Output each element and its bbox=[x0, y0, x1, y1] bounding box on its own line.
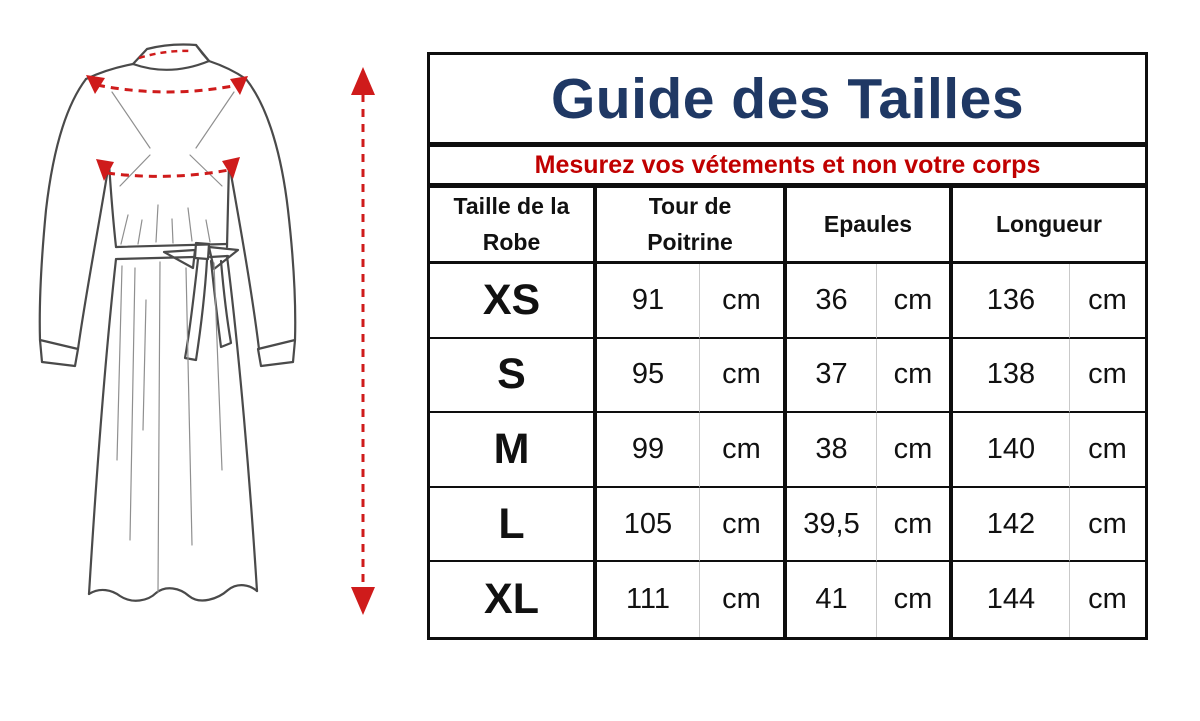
unit-label: cm bbox=[877, 413, 953, 488]
unit-label: cm bbox=[877, 264, 953, 339]
length-value: 136 bbox=[953, 264, 1070, 339]
size-guide-title-row bbox=[430, 55, 1145, 147]
shoulders-value: 38 bbox=[787, 413, 877, 488]
chest-value: 99 bbox=[597, 413, 700, 488]
column-header-chest: Tour de Poitrine bbox=[597, 188, 787, 264]
shoulders-value: 37 bbox=[787, 339, 877, 414]
column-header-length: Longueur bbox=[953, 188, 1145, 264]
unit-label: cm bbox=[700, 562, 787, 637]
length-value: 142 bbox=[953, 488, 1070, 563]
unit-label: cm bbox=[1070, 413, 1145, 488]
shoulders-value: 36 bbox=[787, 264, 877, 339]
shoulders-value: 39,5 bbox=[787, 488, 877, 563]
length-value: 140 bbox=[953, 413, 1070, 488]
size-guide-subtitle-row bbox=[430, 147, 1145, 188]
dress-outline bbox=[40, 45, 295, 601]
chest-value: 95 bbox=[597, 339, 700, 414]
unit-label: cm bbox=[700, 264, 787, 339]
collar-measure-line bbox=[139, 51, 191, 58]
length-value: 138 bbox=[953, 339, 1070, 414]
size-guide-table bbox=[427, 52, 1148, 640]
chest-measure-arrow bbox=[96, 157, 240, 181]
chest-value: 105 bbox=[597, 488, 700, 563]
size-grid bbox=[430, 188, 1145, 637]
unit-label: cm bbox=[877, 562, 953, 637]
unit-label: cm bbox=[700, 339, 787, 414]
chest-value: 91 bbox=[597, 264, 700, 339]
size-label: M bbox=[430, 413, 597, 488]
unit-label: cm bbox=[1070, 339, 1145, 414]
column-header-shoulders: Epaules bbox=[787, 188, 953, 264]
unit-label: cm bbox=[1070, 488, 1145, 563]
dress-illustration bbox=[0, 0, 420, 721]
shoulder-measure-arrow bbox=[86, 75, 248, 95]
shoulders-value: 41 bbox=[787, 562, 877, 637]
unit-label: cm bbox=[877, 339, 953, 414]
size-label: L bbox=[430, 488, 597, 563]
size-label: XS bbox=[430, 264, 597, 339]
unit-label: cm bbox=[1070, 562, 1145, 637]
measure-instruction-text: Mesurez vos vétements et non votre corps bbox=[534, 150, 1041, 179]
size-label: S bbox=[430, 339, 597, 414]
length-value: 144 bbox=[953, 562, 1070, 637]
size-label: XL bbox=[430, 562, 597, 637]
chest-value: 111 bbox=[597, 562, 700, 637]
dress-fold-lines bbox=[112, 92, 234, 592]
page-title: Guide des Tailles bbox=[550, 66, 1025, 131]
column-header-size: Taille de la Robe bbox=[430, 188, 597, 264]
length-measure-arrow bbox=[351, 67, 375, 615]
unit-label: cm bbox=[700, 413, 787, 488]
unit-label: cm bbox=[1070, 264, 1145, 339]
unit-label: cm bbox=[877, 488, 953, 563]
unit-label: cm bbox=[700, 488, 787, 563]
